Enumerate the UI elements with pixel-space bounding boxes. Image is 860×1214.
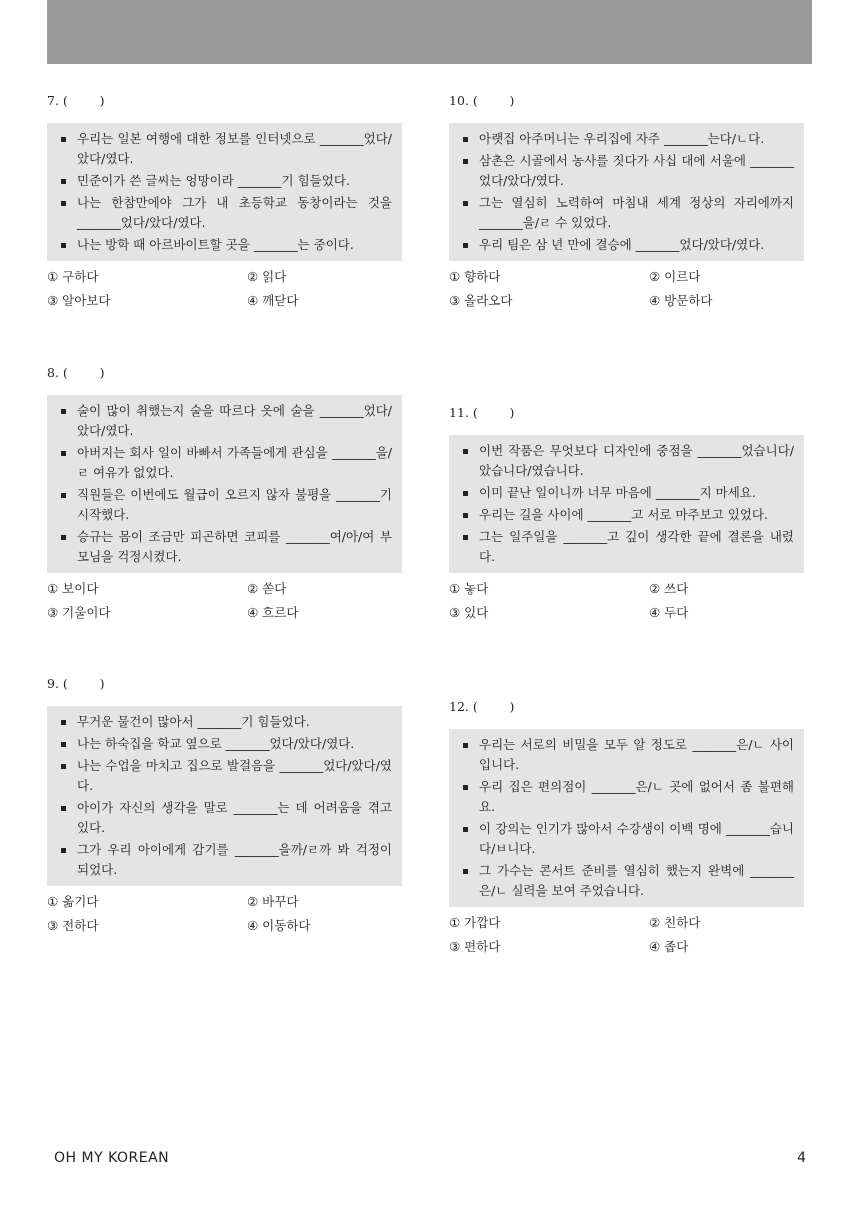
answer-option-3[interactable]: ③ 전하다 [47,918,99,933]
sentence-item: 이미 끝난 일이니까 너무 마음에 _______지 마세요. [459,483,794,503]
answer-option-1[interactable]: ① 놓다 [449,581,489,596]
sentence-item: 나는 하숙집을 학교 옆으로 _______었다/았다/였다. [57,734,392,754]
sentence-item: 나는 방학 때 아르바이트할 곳을 _______는 중이다. [57,235,392,255]
answer-option-4[interactable]: ④ 이동하다 [247,918,311,933]
answer-option-4[interactable]: ④ 흐르다 [247,605,299,620]
answer-option-2[interactable]: ② 이르다 [649,269,701,284]
sentence-item: 우리는 길을 사이에 _______고 서로 마주보고 있었다. [459,505,794,525]
sentence-item: 그 가수는 콘서트 준비를 열심히 했는지 완벽에 _______은/ㄴ 실력을 보여 주었습니다. [459,861,794,901]
sentence-item: 우리 팀은 삼 년 만에 결승에 _______었다/았다/였다. [459,235,794,255]
answer-option-2[interactable]: ② 읽다 [247,269,287,284]
question-9 [47,674,402,936]
sentence-item: 우리 집은 편의점이 _______은/ㄴ 곳에 없어서 좀 불편해요. [459,777,794,817]
question-10 [449,91,804,311]
answer-option-4[interactable]: ④ 방문하다 [649,293,713,308]
answer-option-4[interactable]: ④ 깨닫다 [247,293,299,308]
question-number: 8. ( ) [47,365,105,380]
sentence-item: 나는 수업을 마치고 집으로 발걸음을 _______었다/았다/였다. [57,756,392,796]
answer-options [449,267,804,311]
sentence-item: 그가 우리 아이에게 감기를 _______을까/ㄹ까 봐 걱정이 되었다. [57,840,392,880]
sentence-item: 술이 많이 취했는지 술을 따르다 옷에 술을 _______었다/았다/였다. [57,401,392,441]
answer-option-1[interactable]: ① 구하다 [47,269,99,284]
answer-option-3[interactable]: ③ 있다 [449,605,489,620]
answer-option-3[interactable]: ③ 알아보다 [47,293,111,308]
answer-option-1[interactable]: ① 옮기다 [47,894,99,909]
sentence-item: 아버지는 회사 일이 바빠서 가족들에게 관심을 _______을/ㄹ 여유가 없었다. [57,443,392,483]
sentence-box [449,729,804,907]
answer-option-1[interactable]: ① 가깝다 [449,915,501,930]
sentence-item: 그는 열심히 노력하여 마침내 세계 정상의 자리에까지 _______을/ㄹ 수 있었다. [459,193,794,233]
sentence-box [449,123,804,261]
answer-option-3[interactable]: ③ 기울이다 [47,605,111,620]
answer-options [47,892,402,936]
answer-option-4[interactable]: ④ 좁다 [649,939,689,954]
sentence-item: 이번 작품은 무엇보다 디자인에 중점을 _______었습니다/았습니다/였습니다. [459,441,794,481]
answer-option-2[interactable]: ② 바꾸다 [247,894,299,909]
answer-option-1[interactable]: ① 향하다 [449,269,501,284]
answer-option-1[interactable]: ① 보이다 [47,581,99,596]
sentence-item: 아랫집 아주머니는 우리집에 자주 _______는다/ㄴ다. [459,129,794,149]
answer-option-3[interactable]: ③ 편하다 [449,939,501,954]
question-number: 12. ( ) [449,699,515,714]
answer-option-3[interactable]: ③ 올라오다 [449,293,513,308]
sentence-box [47,123,402,261]
question-number: 11. ( ) [449,405,515,420]
answer-options [47,579,402,623]
sentence-item: 직원들은 이번에도 월급이 오르지 않자 불평을 _______기 시작했다. [57,485,392,525]
sentence-box [47,706,402,886]
question-number: 10. ( ) [449,93,515,108]
sentence-item: 이 강의는 인기가 많아서 수강생이 이백 명에 _______습니다/ㅂ니다. [459,819,794,859]
page-number: 4 [797,1150,806,1166]
question-11 [449,403,804,623]
answer-option-2[interactable]: ② 쓰다 [649,581,689,596]
header-bar [47,0,812,64]
answer-options [47,267,402,311]
sentence-item: 우리는 서로의 비밀을 모두 알 정도로 _______은/ㄴ 사이입니다. [459,735,794,775]
sentence-item: 삼촌은 시골에서 농사를 짓다가 사십 대에 서울에 _______었다/았다/였다. [459,151,794,191]
sentence-item: 아이가 자신의 생각을 말로 _______는 데 어려움을 겪고 있다. [57,798,392,838]
question-8 [47,363,402,623]
sentence-item: 그는 일주일을 _______고 깊이 생각한 끝에 결론을 내렸다. [459,527,794,567]
question-12 [449,697,804,957]
answer-option-2[interactable]: ② 쏟다 [247,581,287,596]
answer-options [449,913,804,957]
sentence-box [47,395,402,573]
sentence-item: 무거운 물건이 많아서 _______기 힘들었다. [57,712,392,732]
question-number: 9. ( ) [47,676,105,691]
sentence-box [449,435,804,573]
question-number: 7. ( ) [47,93,105,108]
sentence-item: 나는 한참만에야 그가 내 초등학교 동창이라는 것을 _______었다/았다/였다. [57,193,392,233]
question-7 [47,91,402,311]
sentence-item: 우리는 일본 여행에 대한 정보를 인터넷으로 _______었다/았다/였다. [57,129,392,169]
sentence-item: 승규는 몸이 조금만 피곤하면 코피를 _______여/아/여 부모님을 걱정시켰다. [57,527,392,567]
sentence-item: 민준이가 쓴 글씨는 엉망이라 _______기 힘들었다. [57,171,392,191]
answer-options [449,579,804,623]
footer-brand: OH MY KOREAN [54,1150,170,1166]
answer-option-4[interactable]: ④ 두다 [649,605,689,620]
answer-option-2[interactable]: ② 친하다 [649,915,701,930]
